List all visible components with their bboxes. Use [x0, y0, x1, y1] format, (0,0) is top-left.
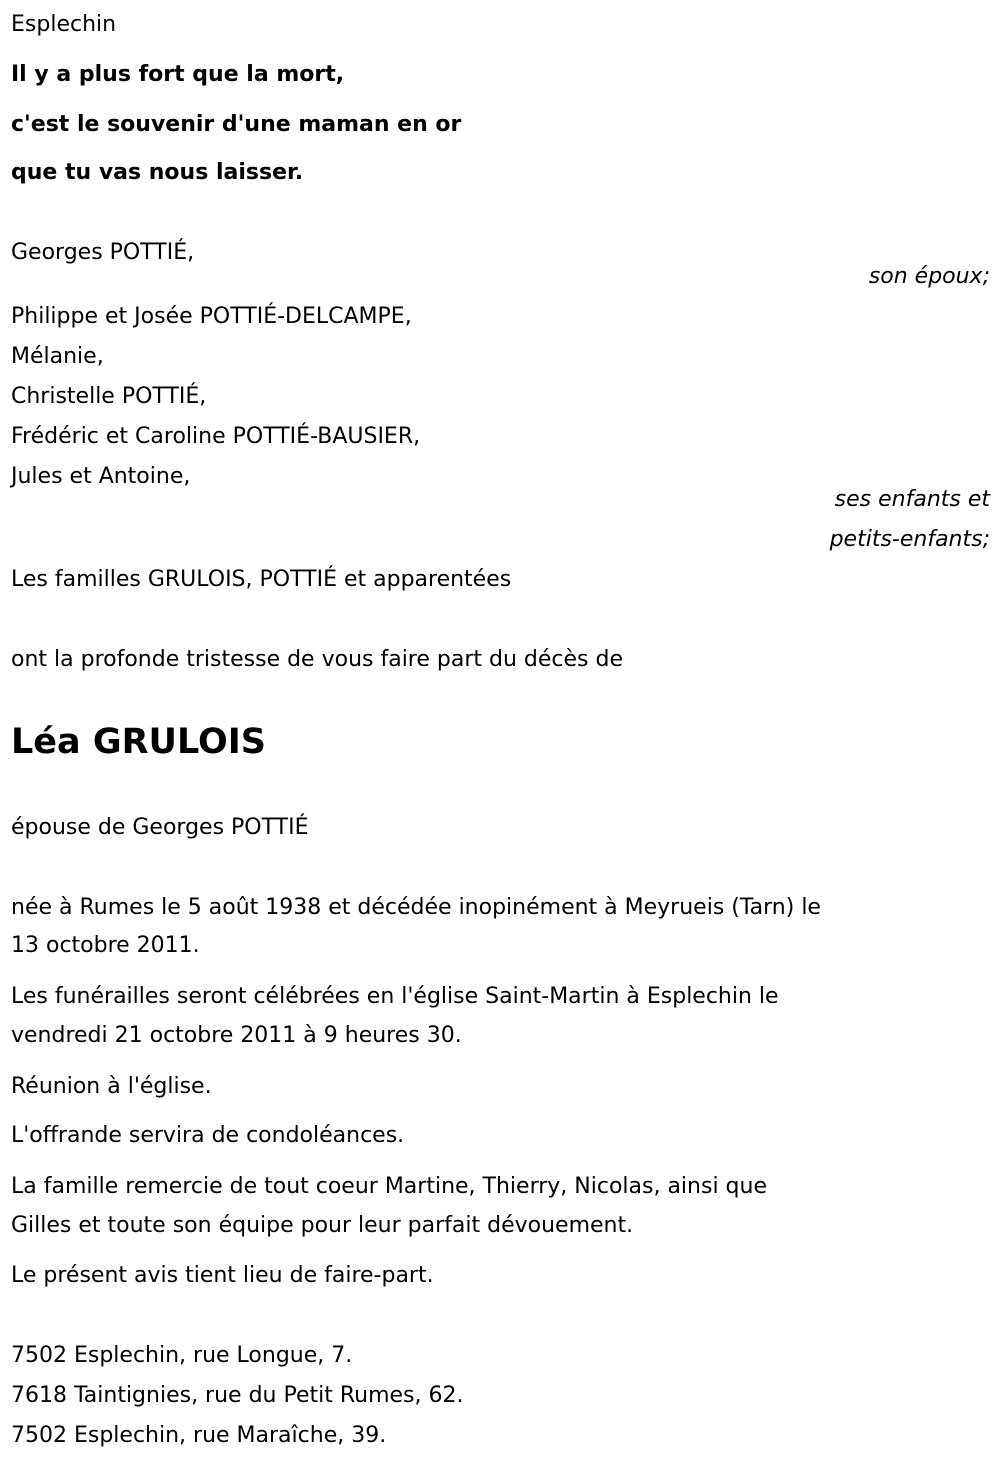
paragraph-line: 13 octobre 2011. [11, 933, 200, 958]
paragraph-line: La famille remercie de tout coeur Martine, Thierry, Nicolas, ainsi que [11, 1174, 767, 1199]
child: Frédéric et Caroline POTTIÉ-BAUSIER, [11, 424, 421, 449]
paragraph-line: vendredi 21 octobre 2011 à 9 heures 30. [11, 1023, 462, 1048]
paragraph-line: Les funérailles seront célébrées en l'église Saint-Martin à Esplechin le [11, 984, 779, 1009]
announcement: ont la profonde tristesse de vous faire part du décès de [11, 647, 623, 672]
spouse-name: Georges POTTIÉ, [11, 240, 195, 265]
place: Esplechin [11, 12, 117, 37]
spouse-of: épouse de Georges POTTIÉ [11, 815, 309, 840]
child: Mélanie, [11, 344, 104, 369]
address: 7502 Esplechin, rue Maraîche, 39. [11, 1423, 387, 1448]
address: 7502 Esplechin, rue Longue, 7. [11, 1343, 353, 1368]
address: 7618 Taintignies, rue du Petit Rumes, 62. [11, 1383, 464, 1408]
paragraph-line: Le présent avis tient lieu de faire-part. [11, 1263, 434, 1288]
poem-line: Il y a plus fort que la mort, [11, 62, 345, 87]
poem-line: c'est le souvenir d'une maman en or [11, 112, 462, 137]
deceased-name: Léa GRULOIS [11, 722, 266, 762]
paragraph-line: Réunion à l'église. [11, 1074, 212, 1099]
children-role: ses enfants et [834, 487, 990, 512]
paragraph-line: née à Rumes le 5 août 1938 et décédée inopinément à Meyrueis (Tarn) le [11, 895, 821, 920]
children-role: petits-enfants; [829, 527, 990, 552]
child: Jules et Antoine, [11, 464, 191, 489]
child: Philippe et Josée POTTIÉ-DELCAMPE, [11, 304, 412, 329]
paragraph-line: L'offrande servira de condoléances. [11, 1123, 405, 1148]
paragraph-line: Gilles et toute son équipe pour leur parfait dévouement. [11, 1213, 634, 1238]
families: Les familles GRULOIS, POTTIÉ et apparentées [11, 567, 512, 592]
spouse-role: son époux; [868, 264, 990, 289]
poem-line: que tu vas nous laisser. [11, 160, 304, 185]
child: Christelle POTTIÉ, [11, 384, 207, 409]
